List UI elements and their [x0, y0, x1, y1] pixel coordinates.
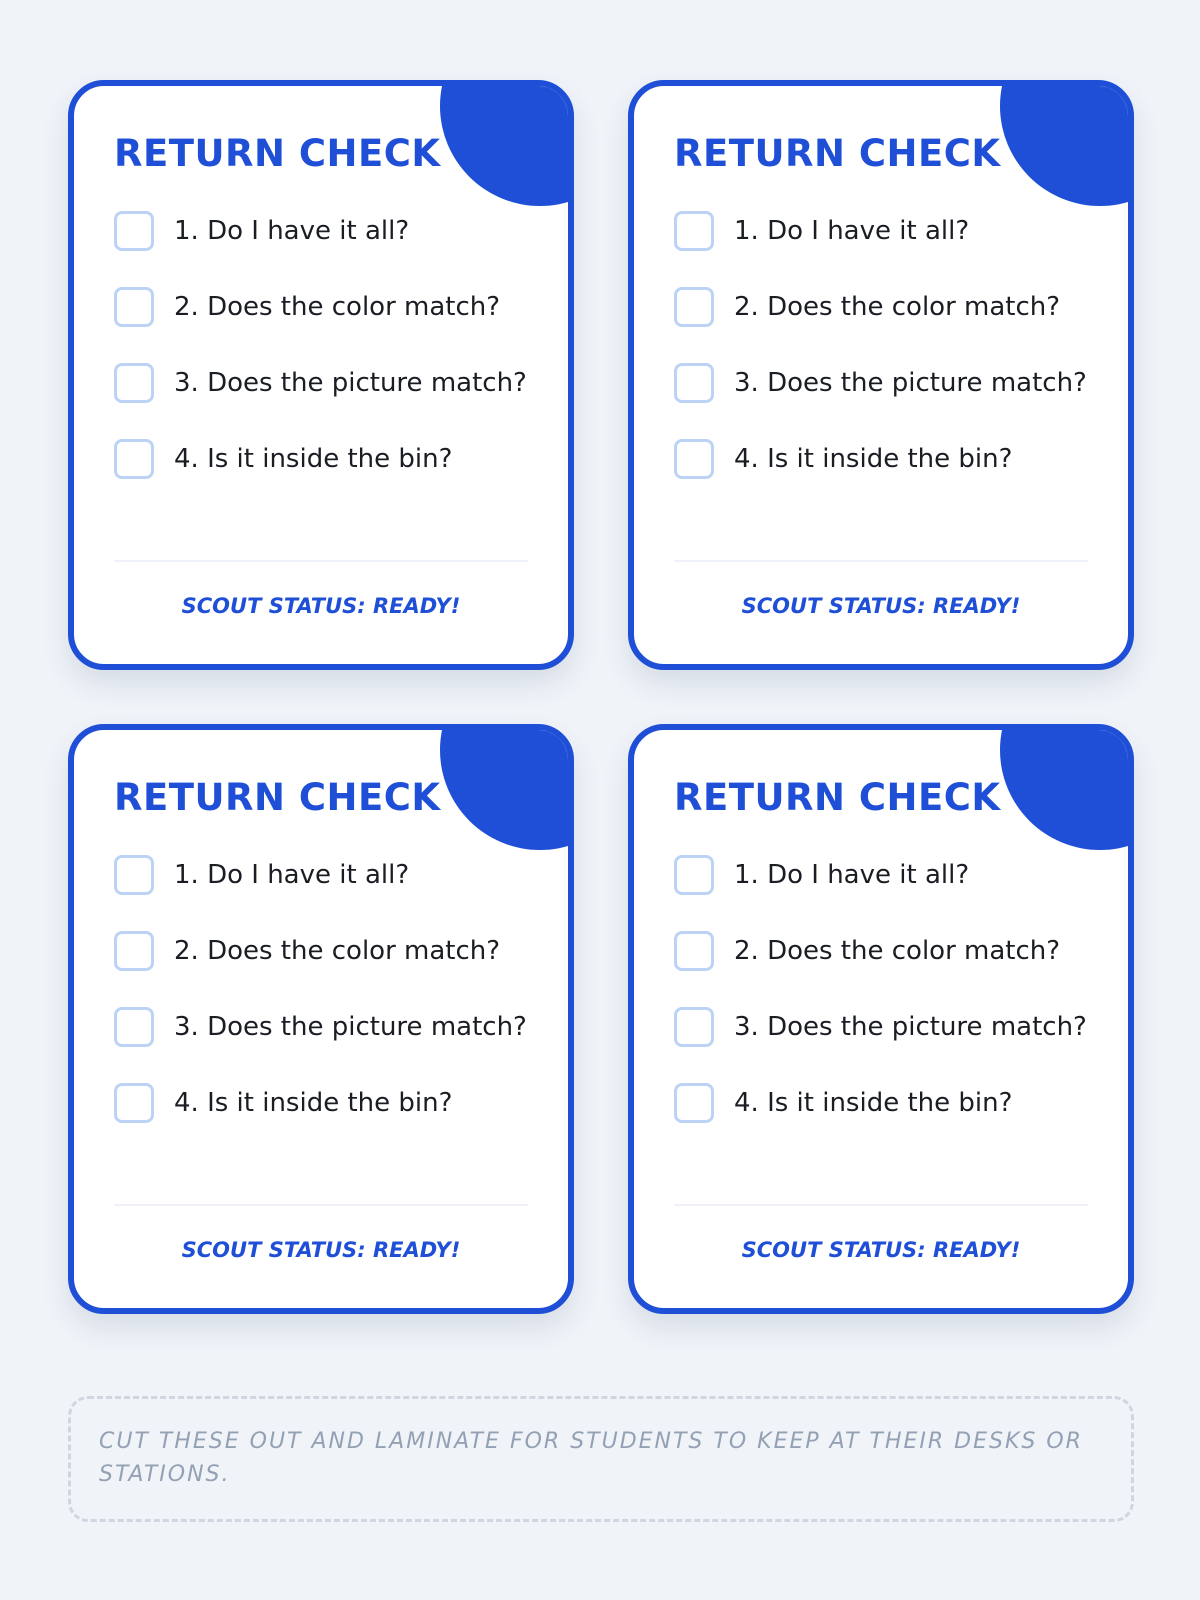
checkbox[interactable] — [114, 1083, 154, 1123]
checklist-item[interactable] — [114, 208, 534, 254]
checklist-item-label: 2. Does the color match? — [174, 936, 501, 966]
checklist-item[interactable] — [114, 1080, 534, 1126]
checklist-item-label: 3. Does the picture match? — [174, 368, 527, 398]
status-text: SCOUT STATUS: READY! — [741, 1238, 1021, 1262]
checkbox[interactable] — [674, 363, 714, 403]
checkbox[interactable] — [114, 287, 154, 327]
checklist-item-label: 4. Is it inside the bin? — [174, 444, 453, 474]
checklist-item[interactable] — [674, 1080, 1094, 1126]
checklist-item-label: 2. Does the color match? — [734, 292, 1061, 322]
checklist-item[interactable] — [674, 852, 1094, 898]
divider — [114, 1204, 528, 1206]
checklist-item-label: 1. Do I have it all? — [734, 216, 970, 246]
checklist-item-label: 3. Does the picture match? — [174, 1012, 527, 1042]
corner-badge — [1000, 724, 1134, 850]
card-title: RETURN CHECK — [674, 132, 1001, 175]
checklist-item[interactable] — [674, 436, 1094, 482]
checklist-item[interactable] — [114, 928, 534, 974]
checkbox[interactable] — [674, 931, 714, 971]
checklist — [674, 852, 1094, 1156]
checklist-item-label: 4. Is it inside the bin? — [734, 1088, 1013, 1118]
checkbox[interactable] — [114, 931, 154, 971]
checkbox[interactable] — [674, 211, 714, 251]
checklist-item[interactable] — [674, 208, 1094, 254]
checkbox[interactable] — [674, 1007, 714, 1047]
checklist — [114, 208, 534, 512]
checklist-item-label: 2. Does the color match? — [174, 292, 501, 322]
checkbox[interactable] — [674, 855, 714, 895]
checklist-item[interactable] — [114, 284, 534, 330]
status-text: SCOUT STATUS: READY! — [181, 594, 461, 618]
divider — [114, 560, 528, 562]
checkbox[interactable] — [114, 855, 154, 895]
checklist-item[interactable] — [114, 852, 534, 898]
checklist-item-label: 1. Do I have it all? — [734, 860, 970, 890]
corner-badge — [1000, 80, 1134, 206]
checkbox[interactable] — [114, 439, 154, 479]
checklist-item[interactable] — [674, 360, 1094, 406]
return-check-card — [628, 80, 1134, 670]
card-title: RETURN CHECK — [114, 776, 441, 819]
instruction-note — [68, 1396, 1134, 1522]
checklist-item[interactable] — [674, 928, 1094, 974]
status-text: SCOUT STATUS: READY! — [181, 1238, 461, 1262]
checklist-item-label: 1. Do I have it all? — [174, 216, 410, 246]
card-grid — [68, 80, 1134, 1314]
checkbox[interactable] — [114, 363, 154, 403]
checklist-item-label: 3. Does the picture match? — [734, 1012, 1087, 1042]
checklist — [674, 208, 1094, 512]
checklist-item-label: 2. Does the color match? — [734, 936, 1061, 966]
checklist-item[interactable] — [674, 1004, 1094, 1050]
return-check-card — [628, 724, 1134, 1314]
checklist — [114, 852, 534, 1156]
instruction-note-text: CUT THESE OUT AND LAMINATE FOR STUDENTS TO KEEP AT THEIR DESKS OR STATIONS. — [99, 1429, 1083, 1487]
checkbox[interactable] — [674, 439, 714, 479]
checklist-item[interactable] — [674, 284, 1094, 330]
checklist-item[interactable] — [114, 1004, 534, 1050]
divider — [674, 560, 1088, 562]
checkbox[interactable] — [674, 287, 714, 327]
return-check-card — [68, 724, 574, 1314]
card-title: RETURN CHECK — [114, 132, 441, 175]
card-title: RETURN CHECK — [674, 776, 1001, 819]
checkbox[interactable] — [114, 1007, 154, 1047]
corner-badge — [440, 724, 574, 850]
checklist-item[interactable] — [114, 436, 534, 482]
checklist-item-label: 3. Does the picture match? — [734, 368, 1087, 398]
corner-badge — [440, 80, 574, 206]
checklist-item-label: 1. Do I have it all? — [174, 860, 410, 890]
status-text: SCOUT STATUS: READY! — [741, 594, 1021, 618]
divider — [674, 1204, 1088, 1206]
checklist-item[interactable] — [114, 360, 534, 406]
checkbox[interactable] — [114, 211, 154, 251]
checklist-item-label: 4. Is it inside the bin? — [734, 444, 1013, 474]
checklist-item-label: 4. Is it inside the bin? — [174, 1088, 453, 1118]
return-check-card — [68, 80, 574, 670]
checkbox[interactable] — [674, 1083, 714, 1123]
